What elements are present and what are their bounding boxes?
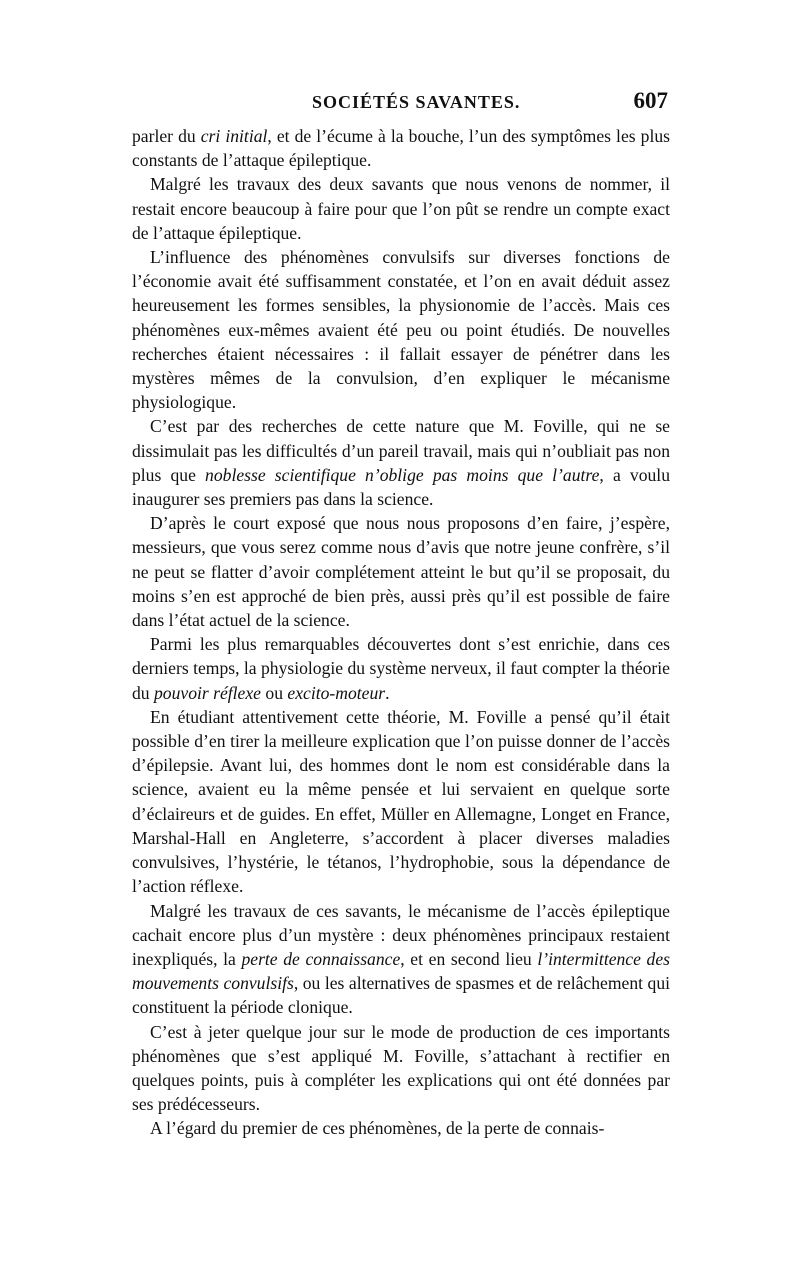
running-title: SOCIÉTÉS SAVANTES. bbox=[312, 92, 521, 112]
page-number: 607 bbox=[633, 88, 668, 113]
paragraph: Malgré les travaux des deux savants que nous venons de nommer, il restait encore beaucoup à faire pour que l’on pût se rendre un compte exact de l’attaque épileptique. bbox=[132, 174, 670, 243]
paragraph: A l’égard du premier de ces phénomènes, de la perte de connais- bbox=[150, 1118, 605, 1139]
paragraph: C’est par des recherches de cette nature que M. Foville, qui ne se dissimulait pas les difficultés d’un pareil travail, mais qui n’oubliait pas non plus que noblesse scientifique n’oblige pas moins que l’autre, a voulu inaugurer ses premiers pas dans la science. bbox=[132, 416, 670, 510]
paragraph: Parmi les plus remarquables découvertes dont s’est enrichie, dans ces derniers temps, la physiologie du système nerveux, il faut compter la théorie du pouvoir réflexe ou excito-moteur. bbox=[132, 634, 670, 703]
page-header bbox=[132, 88, 668, 120]
paragraph: parler du cri initial, et de l’écume à la bouche, l’un des symptômes les plus constants de l’attaque épileptique. bbox=[132, 126, 670, 171]
paragraph: L’influence des phénomènes convulsifs sur diverses fonctions de l’économie avait été suffisamment constatée, et l’on en avait déduit assez heureusement les formes sensibles, la physionomie de l’accès. Mais ces phénomènes eux-mêmes avaient été peu ou point étudiés. De nouvelles recherches étaient nécessaires : il fallait essayer de pénétrer dans les mystères mêmes de la convulsion, d’en expliquer le mécanisme physiologique. bbox=[132, 247, 670, 413]
paragraph: D’après le court exposé que nous nous proposons d’en faire, j’espère, messieurs, que vous serez comme nous d’avis que notre jeune confrère, s’il ne peut se flatter d’avoir complétement atteint le but qu’il se proposait, du moins s’en est approché de bien près, aussi près qu’il est possible de faire dans l’état actuel de la science. bbox=[132, 513, 670, 631]
body-text bbox=[132, 124, 670, 1141]
paragraph: Malgré les travaux de ces savants, le mécanisme de l’accès épileptique cachait encore plus d’un mystère : deux phénomènes principaux restaient inexpliqués, la perte de connaissance, et en second lieu l’intermittence des mouvements convulsifs, ou les alternatives de spasmes et de relâchement qui constituent la période clonique. bbox=[132, 900, 671, 1018]
paragraph: C’est à jeter quelque jour sur le mode de production de ces importants phénomènes que s’est appliqué M. Foville, s’attachant à rectifier en quelques points, puis à compléter les explications qui ont été données par ses prédécesseurs. bbox=[132, 1021, 670, 1115]
paragraph: En étudiant attentivement cette théorie, M. Foville a pensé qu’il était possible d’en tirer la meilleure explication que l’on puisse donner de l’accès d’épilepsie. Avant lui, des hommes dont le nom est considérable dans la science, avaient eu la même pensée et lui servaient en quelque sorte d’éclaireurs et de guides. En effet, Müller en Allemagne, Longet en France, Marshal-Hall en Angleterre, s’accordent à placer diverses maladies convulsives, l’hystérie, le tétanos, l’hydrophobie, sous la dépendance de l’action réflexe. bbox=[132, 706, 670, 897]
